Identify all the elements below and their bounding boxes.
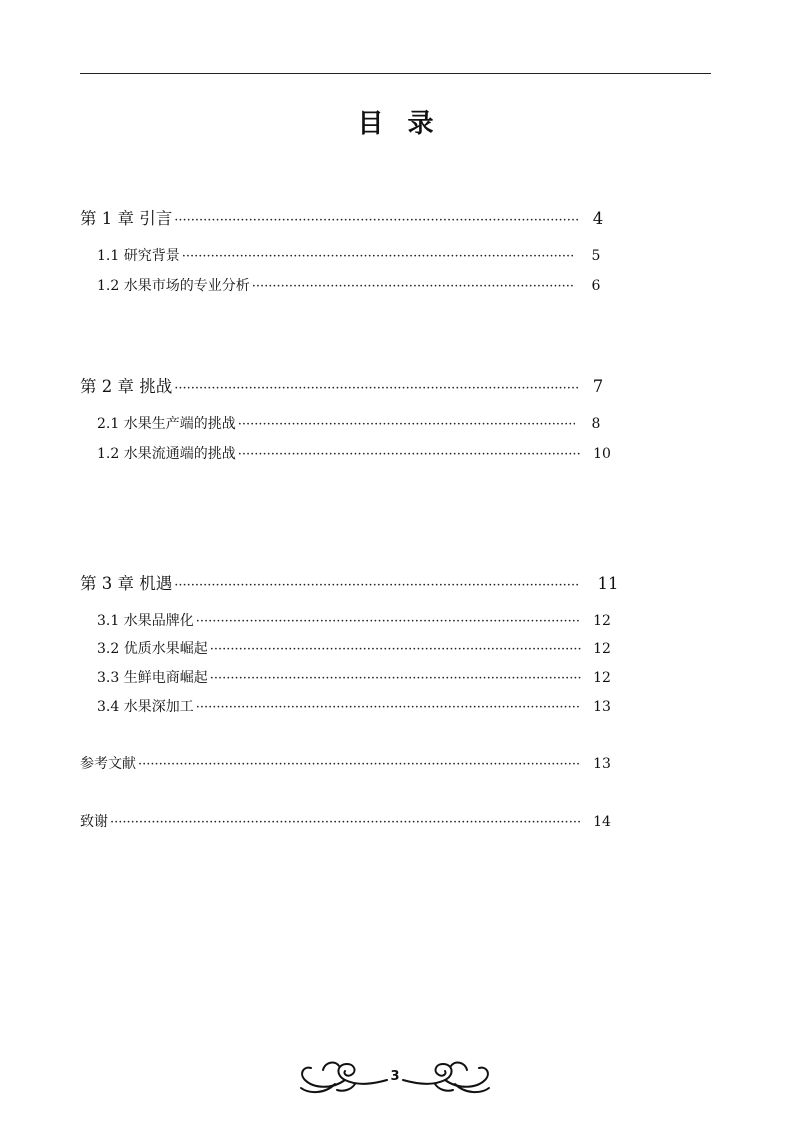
footer-ornament — [295, 1050, 495, 1100]
dot-leader — [196, 614, 581, 629]
dot-leader — [174, 578, 578, 593]
toc-title-part2: 录 — [407, 109, 436, 139]
toc-entry-label: 第 2 章 挑战 — [80, 377, 173, 396]
toc-entry-label: 1.1 研究背景 — [97, 248, 180, 264]
toc-entry-label: 3.2 优质水果崛起 — [97, 641, 208, 657]
toc-entry-chapter-3[interactable] — [80, 570, 620, 594]
dot-leader — [138, 757, 581, 772]
toc-entry-label: 参考文献 — [80, 756, 136, 772]
page-number: 3 — [390, 1069, 400, 1084]
toc-entry-label: 第 1 章 引言 — [80, 209, 173, 228]
toc-page-number: 12 — [593, 670, 611, 686]
dot-leader — [174, 381, 580, 396]
toc-page-number: 13 — [593, 699, 611, 715]
dot-leader — [238, 447, 581, 462]
dot-leader — [110, 815, 581, 830]
toc-entry-section-2-2[interactable] — [97, 443, 617, 463]
toc-entry-section-3-3[interactable] — [97, 667, 617, 687]
toc-page-number: 6 — [591, 278, 601, 294]
dot-leader — [182, 249, 575, 264]
toc-entry-chapter-2[interactable] — [80, 373, 610, 397]
toc-entry-label: 致谢 — [80, 814, 108, 830]
toc-page-number: 8 — [591, 416, 601, 432]
dot-leader — [210, 642, 581, 657]
toc-entry-acknowledgements[interactable] — [80, 811, 617, 831]
dot-leader — [238, 417, 575, 432]
toc-page-number: 7 — [592, 377, 604, 396]
dot-leader — [252, 279, 575, 294]
toc-entry-label: 3.3 生鲜电商崛起 — [97, 670, 208, 686]
dot-leader — [210, 671, 581, 686]
toc-entry-references[interactable] — [80, 753, 617, 773]
toc-title-part1: 目 — [357, 109, 386, 139]
right-flourish-icon — [403, 1063, 489, 1093]
toc-page-number: 12 — [593, 613, 611, 629]
toc-entry-label: 第 3 章 机遇 — [80, 574, 173, 593]
toc-entry-label: 1.2 水果市场的专业分析 — [97, 278, 250, 294]
toc-entry-label: 3.1 水果品牌化 — [97, 613, 194, 629]
toc-entry-label: 1.2 水果流通端的挑战 — [97, 446, 236, 462]
toc-entry-section-2-1[interactable] — [97, 413, 611, 433]
toc-entry-section-1-2[interactable] — [97, 275, 611, 295]
toc-entry-label: 2.1 水果生产端的挑战 — [97, 416, 236, 432]
dot-leader — [174, 213, 580, 228]
header-rule — [80, 73, 711, 74]
toc-entry-section-3-1[interactable] — [97, 610, 617, 630]
toc-page-number: 10 — [593, 446, 611, 462]
toc-entry-chapter-1[interactable] — [80, 205, 610, 229]
toc-page-number: 4 — [592, 209, 604, 228]
toc-entry-section-3-4[interactable] — [97, 696, 617, 716]
left-flourish-icon — [301, 1063, 387, 1093]
toc-entry-label: 3.4 水果深加工 — [97, 699, 194, 715]
toc-page-number: 11 — [597, 574, 619, 593]
toc-page-number: 14 — [593, 814, 611, 830]
toc-page-number: 13 — [593, 756, 611, 772]
toc-entry-section-1-1[interactable] — [97, 245, 611, 265]
dot-leader — [196, 700, 581, 715]
toc-title — [0, 103, 793, 140]
toc-entry-section-3-2[interactable] — [97, 638, 617, 658]
toc-page-number: 12 — [593, 641, 611, 657]
toc-page-number: 5 — [591, 248, 601, 264]
